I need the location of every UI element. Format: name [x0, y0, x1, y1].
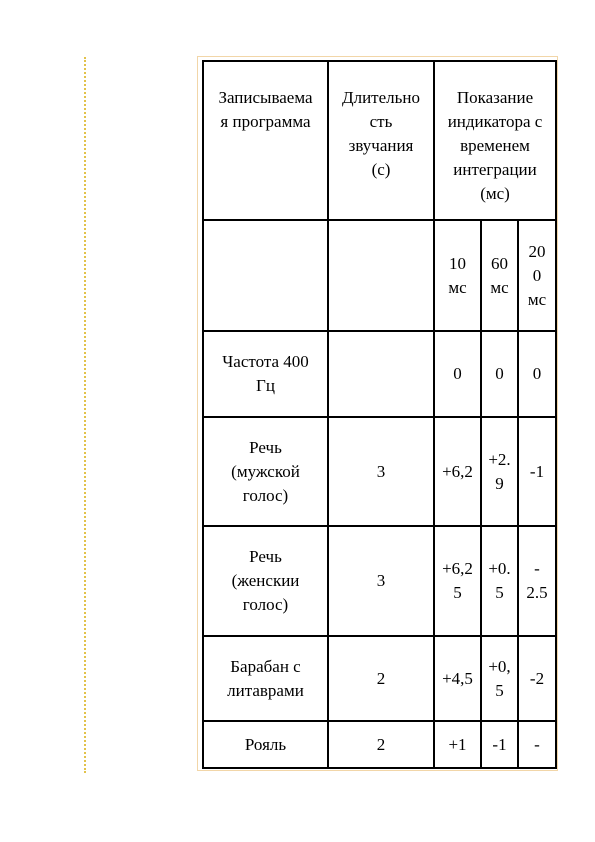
- table-row: [203, 636, 556, 721]
- row-value-60ms: +0. 5: [481, 526, 518, 636]
- margin-guide-line: [84, 57, 86, 773]
- table-row: [203, 331, 556, 417]
- row-duration: 3: [328, 417, 434, 526]
- row-value-10ms: 0: [434, 331, 481, 417]
- row-value-60ms: 0: [481, 331, 518, 417]
- measurement-table: [202, 60, 557, 769]
- row-program: Частота 400 Гц: [203, 331, 328, 417]
- row-duration: 3: [328, 526, 434, 636]
- row-value-200ms: -2: [518, 636, 556, 721]
- row-duration: 2: [328, 721, 434, 768]
- row-value-60ms: -1: [481, 721, 518, 768]
- row-value-60ms: +2. 9: [481, 417, 518, 526]
- row-value-200ms: -1: [518, 417, 556, 526]
- row-value-10ms: +1: [434, 721, 481, 768]
- table-row: [203, 526, 556, 636]
- row-value-10ms: +6,2: [434, 417, 481, 526]
- row-value-10ms: +6,2 5: [434, 526, 481, 636]
- row-program: Барабан с литаврами: [203, 636, 328, 721]
- subheader-10ms: 10 мс: [434, 220, 481, 331]
- row-program: Речь (мужской голос): [203, 417, 328, 526]
- subheader-60ms: 60 мс: [481, 220, 518, 331]
- subheader-empty: [203, 220, 328, 331]
- row-value-200ms: 0: [518, 331, 556, 417]
- table-header-row: [203, 61, 556, 220]
- row-value-200ms: -: [518, 721, 556, 768]
- header-program: Записываема я программа: [203, 61, 328, 220]
- row-value-60ms: +0, 5: [481, 636, 518, 721]
- header-duration: Длительно сть звучания (с): [328, 61, 434, 220]
- header-indicator: Показание индикатора с временем интеграции (мс): [434, 61, 556, 220]
- subheader-200ms: 20 0 мс: [518, 220, 556, 331]
- table-row: [203, 721, 556, 768]
- table-row: [203, 417, 556, 526]
- row-program: Рояль: [203, 721, 328, 768]
- table-subheader-row: [203, 220, 556, 331]
- row-duration: 2: [328, 636, 434, 721]
- subheader-empty: [328, 220, 434, 331]
- row-value-200ms: - 2.5: [518, 526, 556, 636]
- row-program: Речь (женскии голос): [203, 526, 328, 636]
- row-duration: [328, 331, 434, 417]
- row-value-10ms: +4,5: [434, 636, 481, 721]
